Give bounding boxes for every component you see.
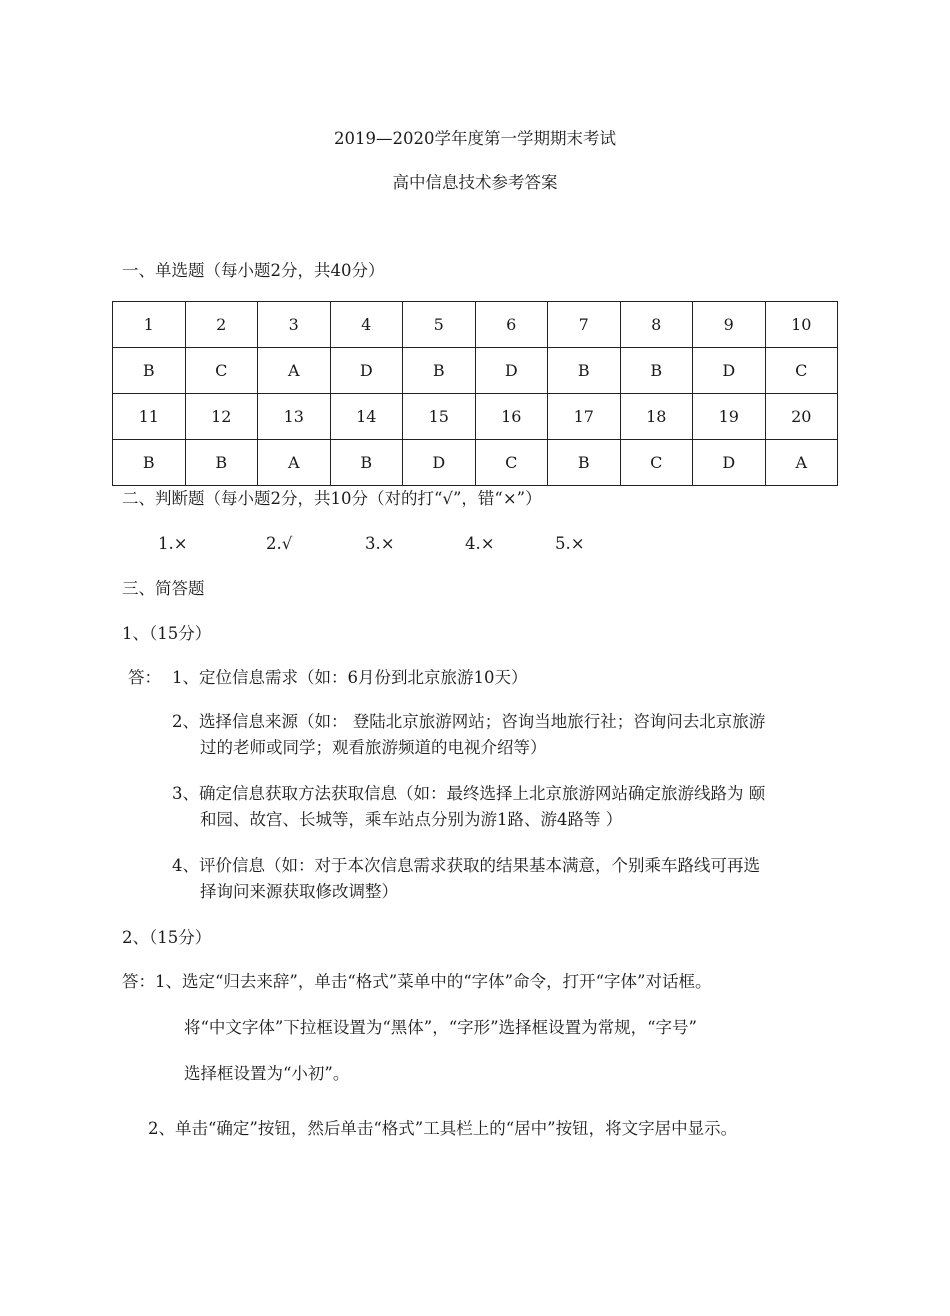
judgement-answer-3: 3.× [365, 534, 395, 553]
table-cell: 7 [548, 302, 621, 348]
q1-line: 1、定位信息需求（如：6月份到北京旅游10天） [172, 668, 528, 687]
q2-line: 答：1、选定“归去来辞”，单击“格式”菜单中的“字体”命令，打开“字体”对话框。 [122, 972, 712, 991]
q2-line: 将“中文字体”下拉框设置为“黑体”，“字形”选择框设置为常规，“字号” [184, 1018, 697, 1037]
table-cell: 15 [403, 394, 476, 440]
q1-line: 2、选择信息来源（如： 登陆北京旅游网站；咨询当地旅行社；咨询问去北京旅游 [172, 712, 766, 731]
table-row [113, 348, 838, 394]
section1-heading: 一、单选题（每小题2分，共40分） [122, 261, 385, 280]
table-cell: 6 [475, 302, 548, 348]
table-cell: B [620, 348, 693, 394]
table-cell: B [548, 440, 621, 486]
table-cell: 3 [258, 302, 331, 348]
judgement-answer-1: 1.× [158, 534, 188, 553]
q1-line: 择询问来源获取修改调整） [200, 882, 398, 901]
table-cell: A [765, 440, 838, 486]
q2-line: 2、单击“确定”按钮，然后单击“格式”工具栏上的“居中”按钮，将文字居中显示。 [148, 1119, 738, 1138]
table-cell: B [113, 348, 186, 394]
q1-line: 和园、故宫、长城等，乘车站点分别为游1路、游4路等 ） [200, 810, 623, 829]
table-cell: B [113, 440, 186, 486]
table-cell: B [548, 348, 621, 394]
judgement-answer-5: 5.× [555, 534, 585, 553]
table-cell: 13 [258, 394, 331, 440]
table-cell: 5 [403, 302, 476, 348]
section3-heading: 三、简答题 [122, 579, 205, 598]
table-cell: 12 [185, 394, 258, 440]
table-row [113, 440, 838, 486]
q1-label: 1、（15分） [122, 624, 212, 643]
table-cell: C [475, 440, 548, 486]
table-cell: 17 [548, 394, 621, 440]
section2-heading: 二、判断题（每小题2分，共10分（对的打“√”，错“×”） [122, 489, 542, 508]
table-cell: C [765, 348, 838, 394]
table-cell: 10 [765, 302, 838, 348]
table-cell: D [403, 440, 476, 486]
table-cell: C [185, 348, 258, 394]
table-cell: 4 [330, 302, 403, 348]
answer-table [112, 301, 838, 486]
table-cell: B [185, 440, 258, 486]
table-cell: D [693, 348, 766, 394]
page-subtitle: 高中信息技术参考答案 [392, 173, 558, 192]
table-cell: 20 [765, 394, 838, 440]
table-cell: B [403, 348, 476, 394]
table-cell: 14 [330, 394, 403, 440]
judgement-answer-4: 4.× [465, 534, 495, 553]
q1-answer-prefix: 答： [128, 668, 161, 687]
table-cell: A [258, 348, 331, 394]
table-cell: 1 [113, 302, 186, 348]
table-row [113, 394, 838, 440]
table-cell: C [620, 440, 693, 486]
table-cell: D [693, 440, 766, 486]
table-cell: A [258, 440, 331, 486]
table-row [113, 302, 838, 348]
table-cell: 11 [113, 394, 186, 440]
table-cell: D [330, 348, 403, 394]
table-cell: 16 [475, 394, 548, 440]
table-cell: 19 [693, 394, 766, 440]
table-cell: B [330, 440, 403, 486]
q1-line: 过的老师或同学；观看旅游频道的电视介绍等） [200, 738, 547, 757]
judgement-answer-2: 2.√ [266, 534, 293, 553]
page-title: 2019—2020学年度第一学期期末考试 [334, 129, 616, 148]
q1-line: 3、确定信息获取方法获取信息（如：最终选择上北京旅游网站确定旅游线路为 颐 [172, 784, 766, 803]
q1-line: 4、评价信息（如：对于本次信息需求获取的结果基本满意，个别乘车路线可再选 [172, 856, 760, 875]
q2-line: 选择框设置为“小初”。 [184, 1064, 350, 1083]
table-cell: D [475, 348, 548, 394]
table-cell: 2 [185, 302, 258, 348]
table-cell: 8 [620, 302, 693, 348]
table-cell: 9 [693, 302, 766, 348]
q2-label: 2、（15分） [122, 928, 212, 947]
table-cell: 18 [620, 394, 693, 440]
